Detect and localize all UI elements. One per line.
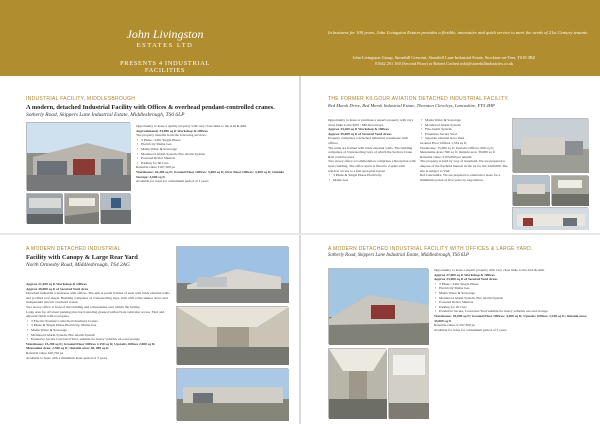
detail-line: Approx 34,200 sq ft Workshop & Offices: [328, 127, 389, 132]
list-item: • Extensive Secure Concreted Yard, suitable for heavy vehicles on-road storage: [26, 337, 172, 342]
features-list: [420, 118, 508, 141]
brand-logo: [100, 28, 230, 49]
property-panel-2: [328, 96, 590, 108]
section-heading: THE FORMER KILGOUR AVIATION DETACHED INDUSTRIAL FACILITY.: [328, 96, 510, 102]
detail-line: Large area for off street parking plus hard standing grassed with private vehicular access. Yard and adjacent fields with road gates.: [26, 309, 165, 319]
detail-line: Warehouse: 15,200 sq ft; Ground Floor Offices 2,150 sq ft; Upstairs Offices 2,000 sq ft; Mezzanine Area: 2,300 sq ft; Outside area: 38, 000 sq ft: [26, 341, 156, 351]
area-text: Approximately 44,000 sq ft Workshop & Offices: [136, 128, 208, 133]
list-item: • Mains Water & Sewerage: [26, 328, 172, 333]
rates-text: Rateable value of £67,300 pa: [434, 323, 475, 328]
property-title: Facility with Canopy & Large Rear Yard: [26, 254, 138, 261]
detail-line: Ref Lancashire. We are prepared to entertain a lease for a minimum period of five years by negotiation.: [420, 173, 501, 182]
interior-photo-1: [26, 193, 62, 223]
list-item: • Powered Roller Shutters: [434, 300, 590, 305]
areas-breakdown: Warehouse: 20,000 sq ft; Ground Floor Offices: 4,300 sq ft; Upstairs Offices: 2,100 sq ft; Outside area: 33,000 sq ft: [434, 313, 587, 323]
detail-line: Available to lease with a minimum lease period of 3 years: [26, 355, 108, 360]
header-band: [0, 0, 600, 76]
canopy-facility-photo: [176, 246, 288, 302]
detail-line: Approx 21,650 sq ft Workshop & Offices: [26, 282, 87, 286]
list-item: • 3 Phase / 240v Single Phase: [136, 138, 286, 143]
detail-line: Ground Floor Offices 1,534 sq ft;: [420, 140, 467, 145]
intro-text: Opportunity to lease a quality property with very close links to the A19 & A66.: [136, 124, 247, 128]
yard-exterior-photo: [176, 368, 288, 420]
facility-aerial-photo: [512, 118, 588, 172]
list-item: • 3 Phase & Single Phase Electricity: [328, 173, 416, 178]
interior-photo: [551, 175, 588, 205]
section-heading: A MODERN DETACHED INDUSTRIAL: [26, 246, 121, 252]
property-3-details: [26, 282, 172, 360]
detail-line: Warehouse: 15,000 sq ft; Upstairs Offices: 600 sq ft; Mezzanine Area: 390 sq ft; Outside area: 39,000 sq ft: [420, 145, 495, 155]
detail-line: Two storey office accommodation comprises a Reception with steel cladding. The office space is fitted to 2 sides with window access to a full open plan layout: [328, 159, 416, 173]
section-heading: A MODERN DETACHED INDUSTRIAL FACILITY WITH OFFICES & LARGE YARD.: [328, 246, 533, 252]
contact-address: John Livingston Group, Stonehill Crescent, Stonehill Lane Industrial Estate, Stockton-on-Tees, TS18 3BZ: [352, 55, 536, 60]
detail-line: Rateable value £40,750 pa: [26, 350, 64, 355]
detail-line: Approx 39,000 sq ft of Secured Yard Areas: [328, 131, 392, 136]
area-text: Approx 33,000 sq ft of Secured Yard Areas: [434, 277, 498, 282]
brand-sub: ESTATES LTD: [136, 42, 194, 49]
detail-line: The property is held by way of leasehold. We are prepared to dispose of the freehold interest in the lot for the £420,000. The site is subject to VAT.: [420, 159, 508, 173]
detail-line: Approx 38,000 sq ft of Secured Yard Area: [26, 286, 89, 291]
property-title: A modern, detached Industrial Facility with Offices & overhead pendant-controlled cranes.: [26, 104, 275, 111]
header-title: PRESENTS 4 INDUSTRIAL FACILITIES: [120, 60, 210, 74]
area-text: Approx 27,000 sq ft Workshop & Offices: [434, 272, 495, 277]
list-item: • Mains Gas: [328, 178, 416, 183]
list-item: • Extensive Secure Yard: [420, 132, 508, 137]
warehouse-exterior-photo: [26, 122, 130, 190]
list-item: • Powered Roller Shutters: [136, 156, 286, 161]
list-item: • 3 Electric Pendant Controlled Overhead Cranes: [26, 319, 172, 324]
detail-line: Detached industrial warehouse with offices. The unit is portal framed of steel with brick external walls and profiled roof sheets. Building comprises of 2 intersecting bays, both with roller shutter doors and independent electric overhead cranes.: [26, 291, 170, 305]
list-item: • Monitored Alarm System: [420, 123, 508, 128]
detail-line: Property comprises a detached industrial warehouse with offices.: [328, 136, 408, 145]
list-item: • Monitored Alarm System, Fire Alarm System: [136, 152, 286, 157]
list-item: • Electricity Mains Gas: [434, 286, 590, 291]
areas-breakdown: Warehouse: 26,400 sq ft; Ground Floor Offices: 5,600 sq ft; First Floor Offices: 4,400 sq ft; Outside Storage: 4,600 sq ft: [136, 169, 284, 179]
warehouse-interior-photo: [176, 306, 288, 364]
property-panel-4: [328, 246, 590, 258]
features-label: The property benefits from the following services:: [136, 133, 207, 138]
section-heading: INDUSTRIAL FACILITY, MIDDLESBROUGH: [26, 96, 136, 102]
tagline: In business for 100 years, John Livingston Estates provides a flexible, innovative and quick service to meet the needs of 21st Century tenants.: [328, 30, 588, 35]
property-panel-1: [26, 96, 288, 118]
list-item: • Extensive Secure, Concreted Yard suitable for heavy vehicles on-road storage: [434, 309, 590, 314]
brand-name: John Livingston: [126, 27, 204, 41]
interior-photo-2: [64, 193, 98, 223]
availability-text: Available for lease for a minimum period of 3 years: [434, 327, 507, 332]
features-list: [434, 282, 590, 314]
features-list: [136, 138, 286, 166]
contact-phone-email: 01642 251 160 (Second Floor) or Robert Corbett info@stonehillindustries.co.uk: [374, 61, 514, 66]
list-item: • Separate external store shed: [420, 136, 508, 141]
list-item: • 3 Phase & Single Phase Electricity, Mains Gas: [26, 323, 172, 328]
property-4-details: [434, 268, 590, 332]
property-2-details-left: [328, 118, 416, 182]
detail-line: Two storey office at front of the building and a mezzanine area within the facility.: [26, 304, 141, 309]
crane-interior-photo: [328, 348, 386, 418]
facility-exterior-photo: [328, 268, 428, 344]
property-address: North Ormesby Road, Middlesbrough, TS4 2AG: [26, 262, 130, 268]
property-1-details: [136, 124, 286, 184]
list-item: • Mains Water & Sewerage: [434, 291, 590, 296]
features-list: [328, 173, 416, 182]
list-item: • Parking for 20 Cars: [434, 305, 590, 310]
features-list: [26, 319, 172, 342]
property-address: Red Marsh Drive, Red Marsh Industrial Estate, Thornton Cleveleys, Lancashire, FY5 4HP: [328, 103, 495, 108]
vertical-divider: [299, 76, 301, 424]
office-interior-photo: [388, 348, 428, 418]
contact-details: [300, 55, 588, 67]
yard-photo: [512, 175, 549, 205]
detail-line: Rateable value: £105,000 per annum: [420, 154, 472, 159]
warehouse-front-photo: [512, 207, 588, 229]
list-item: • 3 Phase / 240v Single Phase: [434, 282, 590, 287]
detail-line: The units are framed with brick external walls. The building comprises of 3 intersecting bays of which the Section Crane Rail could be used: [328, 145, 413, 159]
list-item: • Fire Alarm System: [420, 127, 508, 132]
intro-text: Opportunity to lease a superb property with very close links to the A19 & A66.: [434, 268, 545, 272]
list-item: • Mains Water & Sewerage: [136, 147, 286, 152]
availability-text: Available for lease for a minimum period of 3 years: [136, 179, 209, 184]
property-address: Sotherly Road, Skippers Lane Industrial Estate, Middlesbrough, TS6 6LP: [26, 112, 185, 118]
detail-line: Opportunity to lease or purchase a superb property with very close links to the M55 / M6 motorways.: [328, 118, 414, 127]
list-item: • Electricity Mains Gas: [136, 142, 286, 147]
list-item: • Monitored Alarm System, Fire Alarm System: [434, 296, 590, 301]
list-item: • Parking for 60 Cars: [136, 161, 286, 166]
horizontal-divider: [0, 233, 600, 235]
rates-text: Rateable value £167,500 pa: [136, 165, 175, 170]
interior-photo-3: [100, 193, 130, 223]
list-item: • Monitored Alarm System, Fire Alarm System: [26, 333, 172, 338]
property-2-details-right: [420, 118, 508, 182]
list-item: • Mains Water & Sewerage: [420, 118, 508, 123]
property-address: Sotherly Road, Skippers Lane Industrial Estate, Middlesbrough, TS6 6LP: [328, 253, 469, 258]
